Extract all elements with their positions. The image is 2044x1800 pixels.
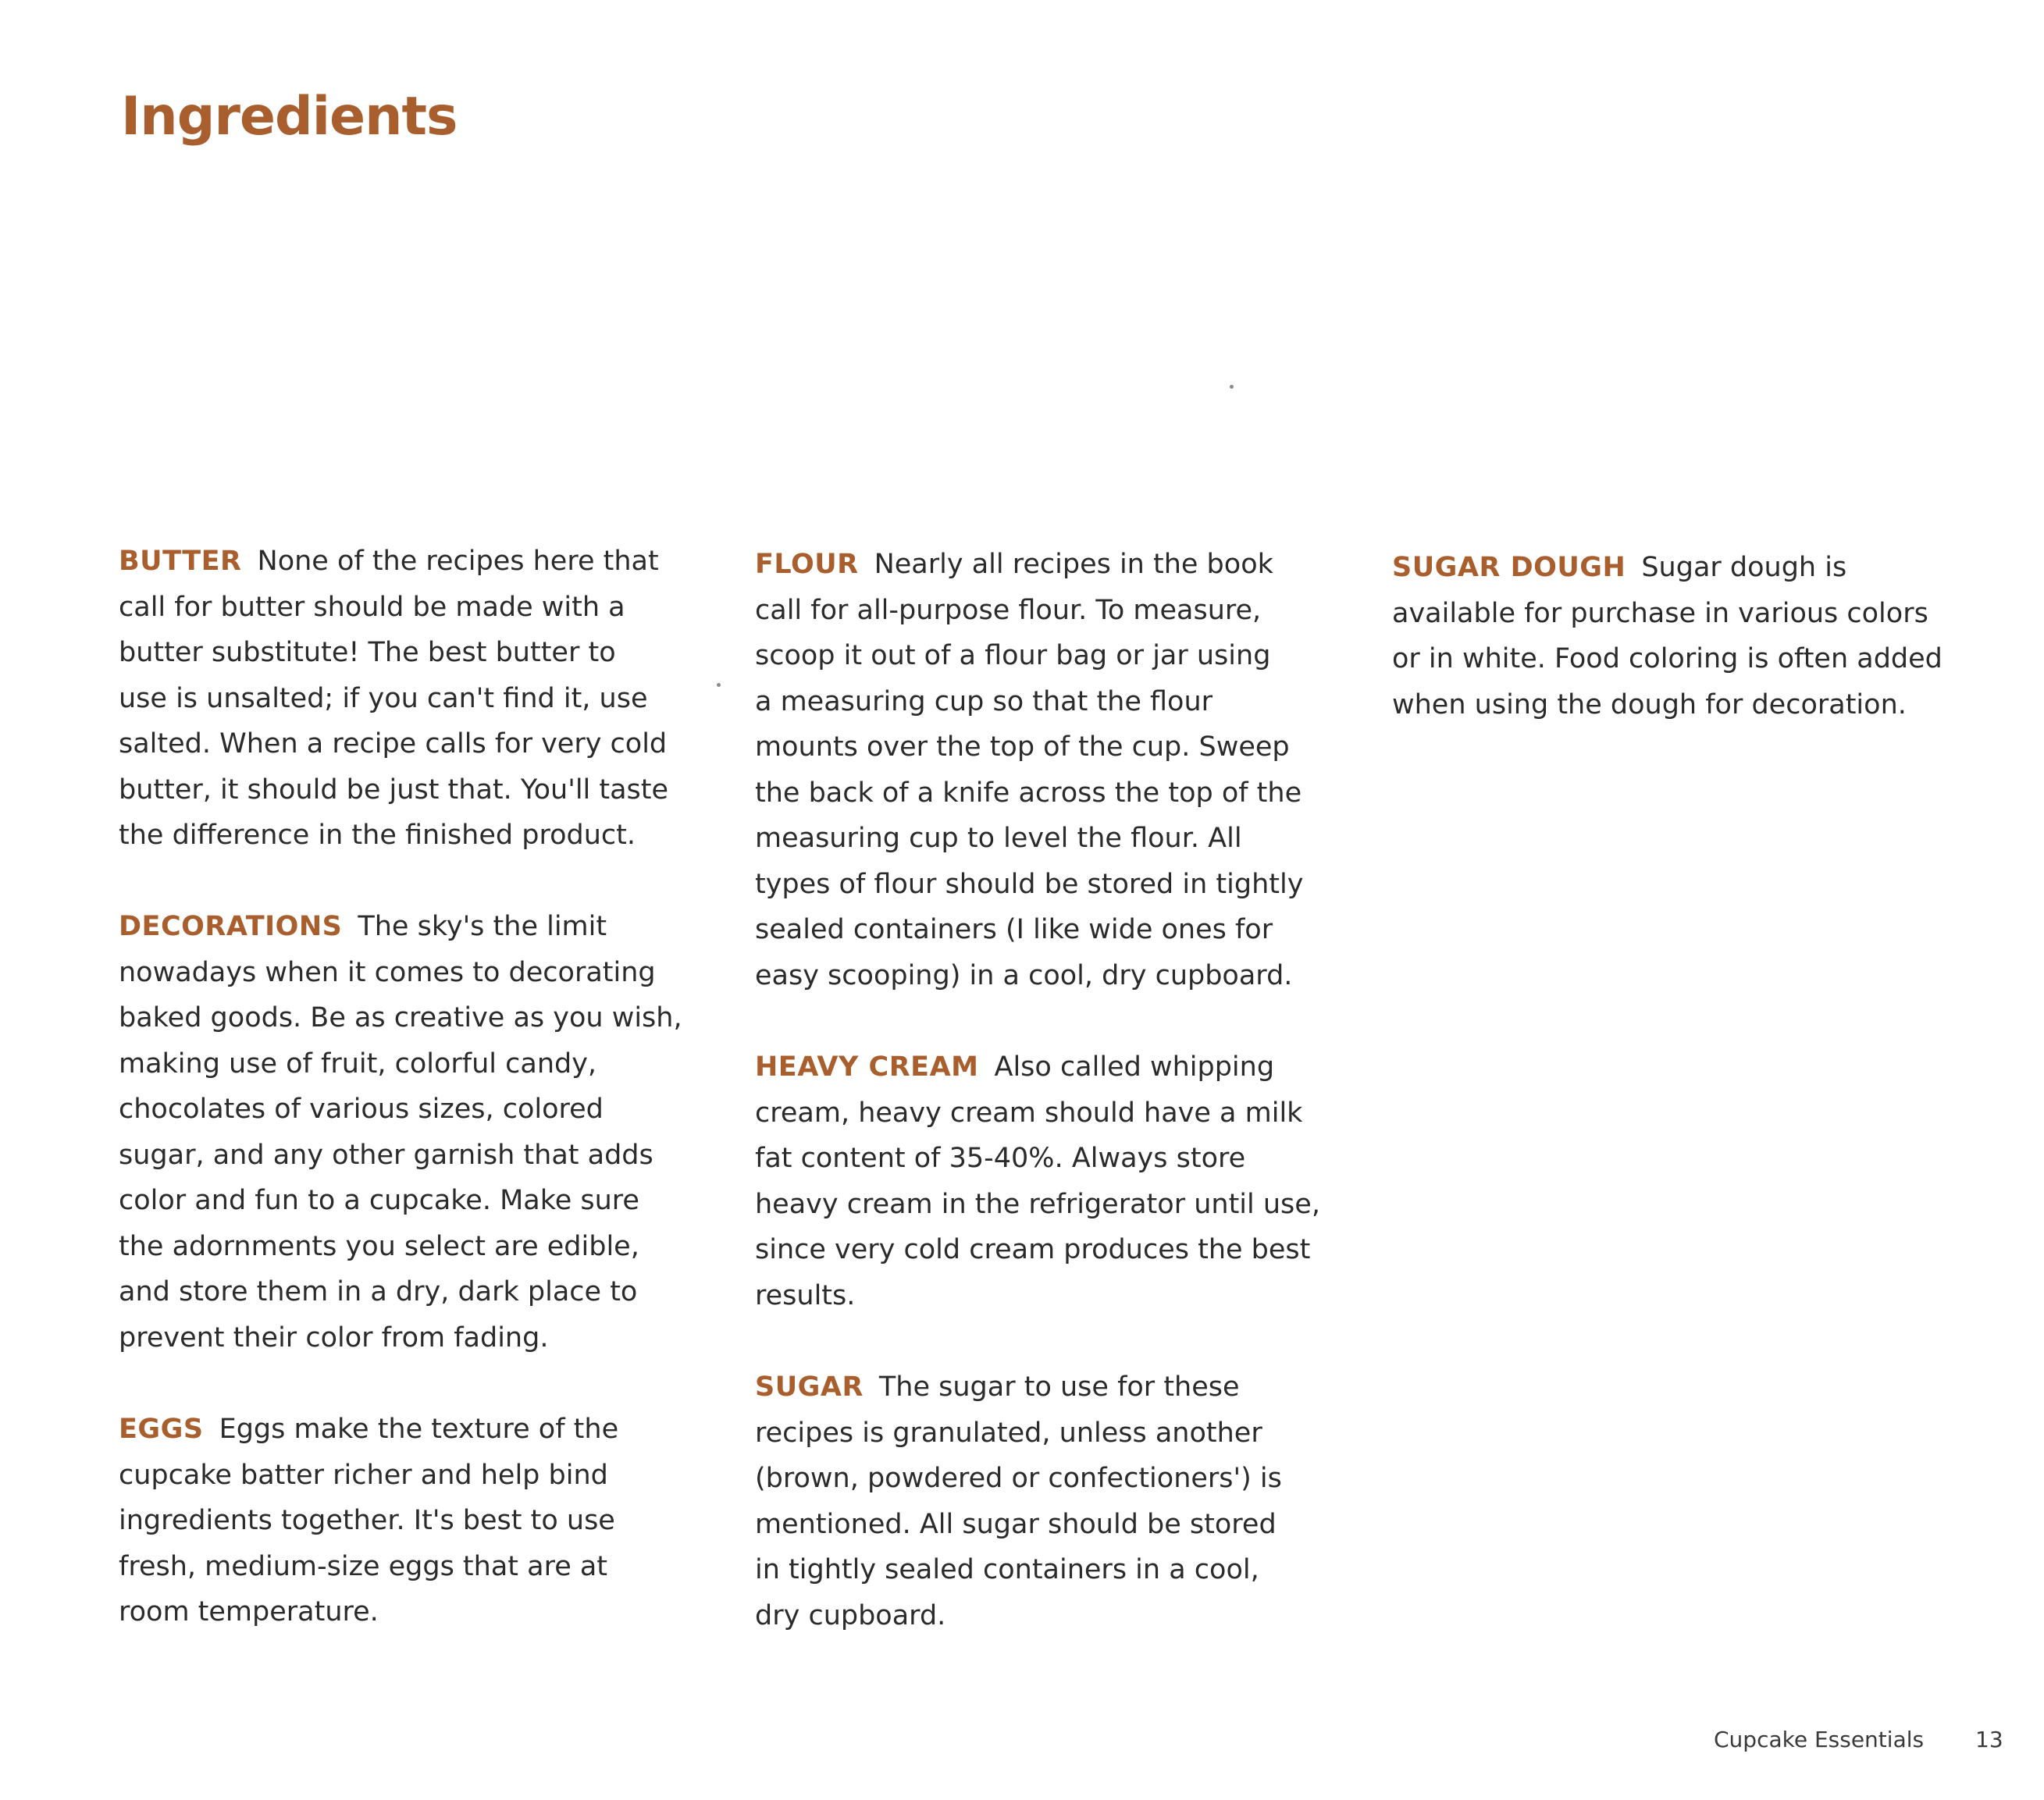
entry-line: mentioned. All sugar should be stored (755, 1508, 1277, 1540)
entry-line: types of flour should be stored in tightly (755, 868, 1304, 900)
entry-text: Eggs make the texture of the (219, 1414, 619, 1445)
entry-heading: HEAVY CREAM (755, 1051, 979, 1083)
entry-line: use is unsalted; if you can't find it, use (119, 682, 648, 714)
entry-line: room temperature. (119, 1596, 379, 1627)
entry-line: butter substitute! The best butter to (119, 637, 616, 668)
entry-line: a measuring cup so that the flour (755, 685, 1213, 717)
entry-heading: FLOUR (755, 549, 859, 580)
entry-flour (755, 542, 1309, 998)
entry-line (755, 1364, 1309, 1410)
entry-decorations (119, 904, 682, 1361)
entry-line (1392, 545, 1939, 591)
entry-butter (119, 539, 669, 859)
entry-line: color and fun to a cupcake. Make sure (119, 1185, 639, 1216)
page-title: Ingredients (121, 86, 458, 148)
entry-line: call for all-purpose flour. To measure, (755, 594, 1262, 626)
entry-line: cream, heavy cream should have a milk (755, 1097, 1303, 1129)
entry-line: the adornments you select are edible, (119, 1230, 639, 1262)
scan-speck (1230, 385, 1234, 389)
entry-line: sugar, and any other garnish that adds (119, 1139, 653, 1171)
entry-line: sealed containers (I like wide ones for (755, 914, 1273, 945)
entry-line: (brown, powdered or confectioners') is (755, 1463, 1282, 1494)
footer-section-title: Cupcake Essentials (1714, 1727, 1925, 1752)
entry-line: results. (755, 1279, 856, 1311)
entry-line: since very cold cream produces the best (755, 1234, 1311, 1265)
entry-eggs (119, 1407, 657, 1635)
entry-heading: SUGAR DOUGH (1392, 552, 1626, 583)
entry-line (119, 904, 657, 950)
entry-line: making use of fruit, colorful candy, (119, 1048, 597, 1080)
entry-line: cupcake batter richer and help bind (119, 1459, 608, 1491)
entry-heavy-cream (755, 1044, 1320, 1318)
entry-line: when using the dough for decoration. (1392, 688, 1907, 720)
entry-text: The sugar to use for these (878, 1371, 1240, 1403)
entry-line: in tightly sealed containers in a cool, (755, 1554, 1259, 1585)
entry-line: butter, it should be just that. You'll taste (119, 774, 669, 806)
entry-text: The sky's the limit (358, 911, 607, 942)
entry-text: None of the recipes here that (257, 546, 659, 577)
entry-heading: SUGAR (755, 1371, 864, 1403)
entry-line: chocolates of various sizes, colored (119, 1094, 604, 1125)
entry-line: call for butter should be made with a (119, 591, 625, 623)
entry-heading: DECORATIONS (119, 911, 343, 942)
entry-line (755, 1044, 1309, 1090)
entry-line: fat content of 35-40%. Always store (755, 1143, 1246, 1174)
entry-line: the difference in the finished product. (119, 820, 636, 851)
entry-heading: BUTTER (119, 546, 242, 577)
entry-line: or in white. Food coloring is often added (1392, 643, 1943, 674)
entry-line: baked goods. Be as creative as you wish, (119, 1002, 682, 1033)
entry-sugar (755, 1364, 1309, 1638)
entry-line (755, 542, 1309, 588)
entry-line: and store them in a dry, dark place to (119, 1276, 638, 1307)
entry-line: easy scooping) in a cool, dry cupboard. (755, 959, 1293, 991)
entry-line: ingredients together. It's best to use (119, 1505, 615, 1536)
entry-line (119, 539, 657, 585)
entry-heading: EGGS (119, 1414, 204, 1445)
entry-line: fresh, medium-size eggs that are at (119, 1550, 608, 1582)
entry-sugar-dough (1392, 545, 1943, 727)
entry-line: dry cupboard. (755, 1599, 946, 1631)
entry-line: available for purchase in various colors (1392, 597, 1928, 629)
entry-text: Also called whipping (994, 1051, 1275, 1083)
entry-line (119, 1407, 657, 1453)
entry-line: measuring cup to level the flour. All (755, 823, 1242, 854)
entry-line: mounts over the top of the cup. Sweep (755, 731, 1290, 763)
entry-line: scoop it out of a flour bag or jar using (755, 640, 1271, 671)
entry-line: recipes is granulated, unless another (755, 1417, 1262, 1449)
entry-text: Sugar dough is (1641, 552, 1847, 583)
entry-text: Nearly all recipes in the book (874, 549, 1273, 580)
page-number: 13 (1975, 1727, 2003, 1752)
scan-speck (717, 683, 721, 687)
entry-line: nowadays when it comes to decorating (119, 956, 656, 988)
entry-line: heavy cream in the refrigerator until use, (755, 1188, 1320, 1220)
entry-line: the back of a knife across the top of the (755, 777, 1302, 809)
entry-line: salted. When a recipe calls for very cold (119, 728, 668, 759)
entry-line: prevent their color from fading. (119, 1322, 549, 1354)
